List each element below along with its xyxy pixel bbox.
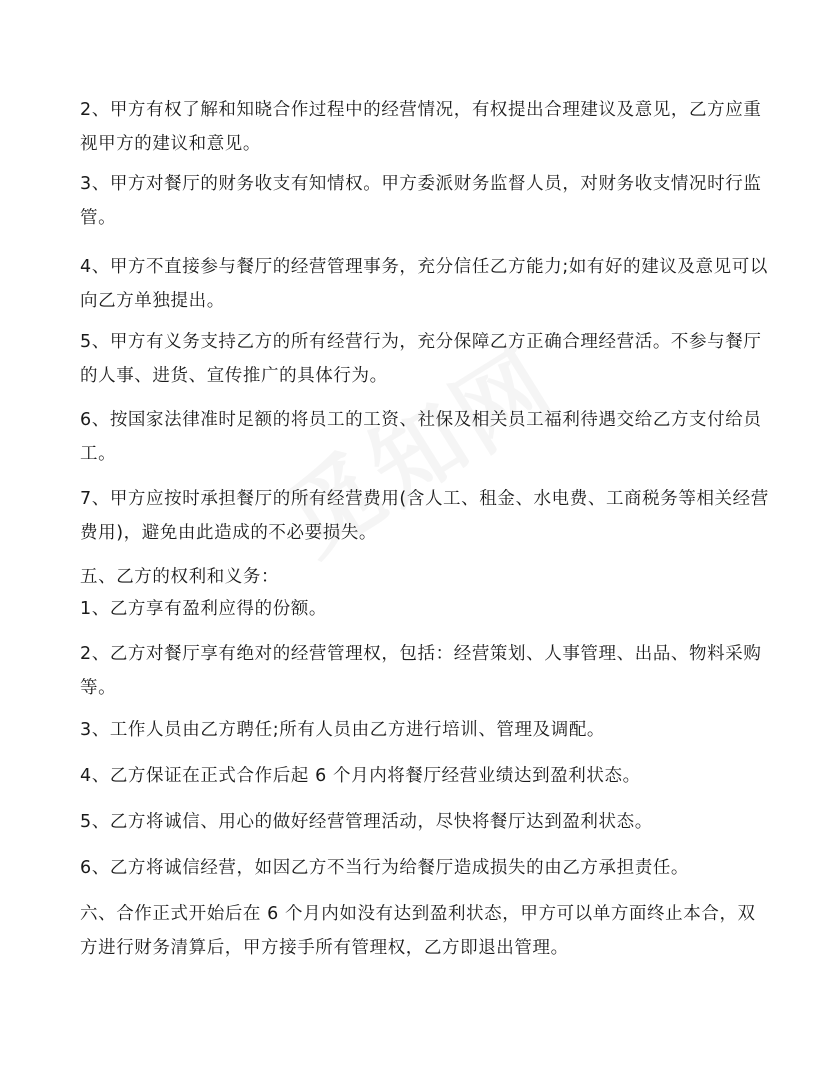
clause-yi-1: 1、乙方享有盈利应得的份额。 [80, 599, 328, 619]
clause-yi-5: 5、乙方将诚信、用心的做好经营管理活动，尽快将餐厅达到盈利状态。 [80, 812, 653, 832]
clause-yi-2: 2、乙方对餐厅享有绝对的经营管理权，包括：经营策划、人事管理、出品、物料采购等。 [80, 644, 762, 698]
clause-yi-6: 6、乙方将诚信经营，如因乙方不当行为给餐厅造成损失的由乙方承担责任。 [80, 858, 690, 878]
clause-jia-6: 6、按国家法律准时足额的将员工的工资、社保及相关员工福利待遇交给乙方支付给员工。 [80, 410, 762, 464]
clause-jia-4: 4、甲方不直接参与餐厅的经营管理事务，充分信任乙方能力;如有好的建议及意见可以向乙方单独提出。 [80, 257, 768, 311]
clause-jia-2: 2、甲方有权了解和知晓合作过程中的经营情况，有权提出合理建议及意见，乙方应重视甲方的建议和意见。 [80, 100, 762, 154]
clause-yi-4: 4、乙方保证在正式合作后起 6 个月内将餐厅经营业绩达到盈利状态。 [80, 766, 641, 786]
clause-yi-3: 3、工作人员由乙方聘任;所有人员由乙方进行培训、管理及调配。 [80, 720, 606, 740]
clause-jia-7: 7、甲方应按时承担餐厅的所有经营费用(含人工、租金、水电费、工商税务等相关经营费用)，避免由此造成的不必要损失。 [80, 489, 769, 543]
clause-jia-3: 3、甲方对餐厅的财务收支有知情权。甲方委派财务监督人员，对财务收支情况时行监管。 [80, 174, 762, 228]
clause-jia-5: 5、甲方有义务支持乙方的所有经营行为，充分保障乙方正确合理经营活。不参与餐厅的人事、进货、宣传推广的具体行为。 [80, 332, 762, 386]
section-heading-yi-rights: 五、乙方的权利和义务： [80, 567, 280, 587]
section-six-termination: 六、合作正式开始后在 6 个月内如没有达到盈利状态，甲方可以单方面终止本合，双方进行财务清算后，甲方接手所有管理权，乙方即退出管理。 [80, 904, 756, 958]
